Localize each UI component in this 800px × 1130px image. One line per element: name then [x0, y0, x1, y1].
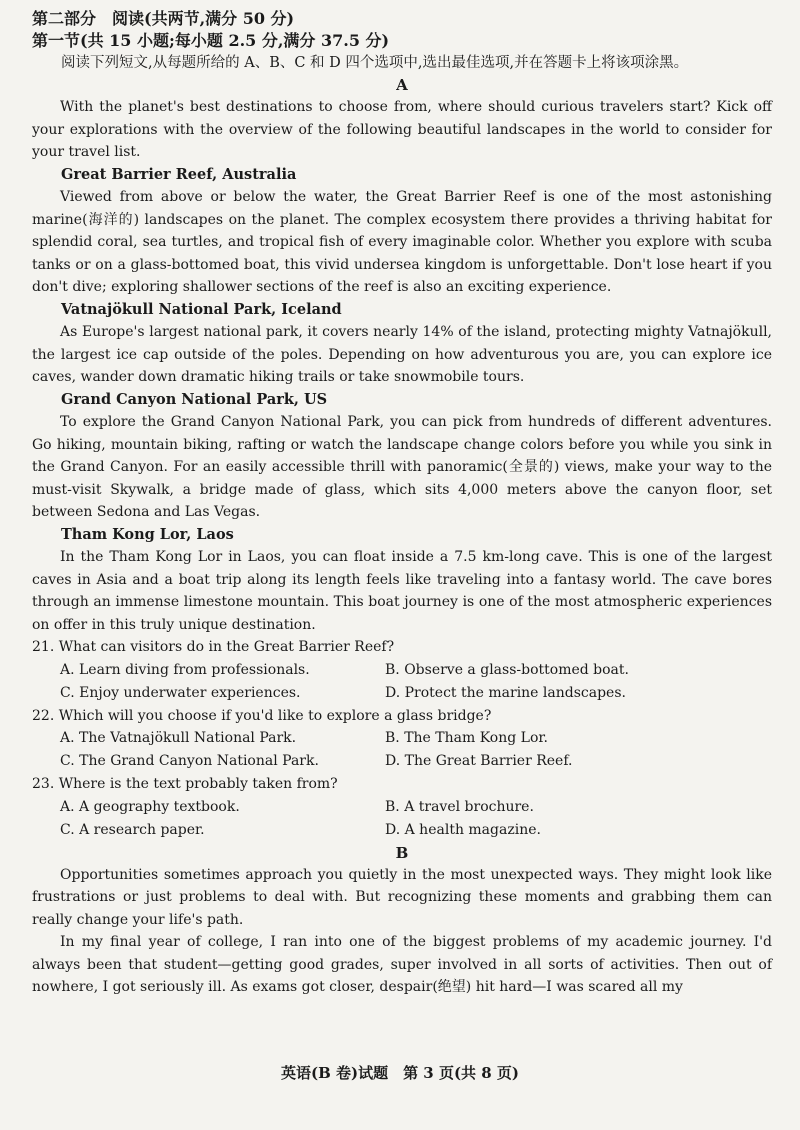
- passage-b-letter: B: [395, 843, 409, 862]
- passage-a-letter: A: [396, 76, 408, 94]
- part-header: 第二部分 阅读(共两节,满分 50 分): [32, 9, 295, 28]
- section-header: 第一节(共 15 小题;每小题 2.5 分,满分 37.5 分): [32, 31, 390, 50]
- passage-b-paragraph-2: In my final year of college, I ran into one of the biggest problems of my academic journey. I'd always been that student—getting good grades, super involved in all sorts of activities. Then out of nowhere, I got seriously ill. As exams got closer, despair(绝望) hit hard—I was scared all my: [32, 934, 772, 995]
- question-21-options: [32, 659, 772, 705]
- passage-a-intro: With the planet's best destinations to choose from, where should curious travelers start? Kick off your explorations with the overview of the following beautiful landscapes in the world to consider for your travel list.: [32, 99, 772, 160]
- q23-option-d: D. A health magazine.: [385, 821, 541, 838]
- place-text-grand-canyon: To explore the Grand Canyon National Park, you can pick from hundreds of different adventures. Go hiking, mountain biking, rafting or watch the landscape change colors before you while you sink in the Grand Canyon. For an easily accessible thrill with panoramic(全景的) views, make your way to the must-visit Skywalk, a bridge made of glass, which sits 4,000 meters above the canyon floor, set between Sedona and Las Vegas.: [32, 414, 772, 520]
- q22-option-d: D. The Great Barrier Reef.: [385, 753, 573, 769]
- place-heading-vatnajokull: Vatnajökull National Park, Iceland: [61, 300, 342, 318]
- place-heading-grand-canyon: Grand Canyon National Park, US: [61, 390, 328, 408]
- q21-option-d: D. Protect the marine landscapes.: [385, 684, 626, 701]
- passage-b-paragraph-1: Opportunities sometimes approach you quietly in the most unexpected ways. They might look like frustrations or just problems to deal with. But recognizing these moments and grabbing them can really change your life's path.: [32, 866, 772, 928]
- q23-option-b: B. A travel brochure.: [385, 798, 534, 815]
- instruction: 阅读下列短文,从每题所给的 A、B、C 和 D 四个选项中,选出最佳选项,并在答题卡上将该项涂黑。: [61, 55, 689, 71]
- place-heading-kong-lor: Tham Kong Lor, Laos: [61, 525, 234, 543]
- q21-option-c: C. Enjoy underwater experiences.: [60, 684, 301, 701]
- question-22-stem: 22. Which will you choose if you'd like to explore a glass bridge?: [32, 707, 492, 724]
- place-heading-reef: Great Barrier Reef, Australia: [61, 165, 297, 183]
- q21-option-b: B. Observe a glass-bottomed boat.: [385, 661, 629, 678]
- question-22-options: [32, 727, 772, 773]
- page-content: [32, 8, 772, 999]
- q23-option-c: C. A research paper.: [60, 821, 205, 838]
- q22-option-b: B. The Tham Kong Lor.: [385, 730, 548, 746]
- place-text-reef: Viewed from above or below the water, the Great Barrier Reef is one of the most astonishing marine(海洋的) landscapes on the planet. The complex ecosystem there provides a thriving habitat for splendid coral, sea turtles, and tropical fish of every imaginable color. Whether you explore with scuba tanks or on a glass-bottomed boat, this vivid undersea kingdom is unforgettable. Don't lose heart if you don't dive; exploring shallower sections of the reef is also an exciting experience.: [32, 189, 772, 295]
- place-text-kong-lor: In the Tham Kong Lor in Laos, you can float inside a 7.5 km-long cave. This is one of the largest caves in Asia and a boat trip along its length feels like traveling into a fantasy world. The cave bores through an immense limestone mountain. This boat journey is one of the most atmospheric experiences on offer in this truly unique destination.: [32, 549, 772, 633]
- q22-option-a: A. The Vatnajökull National Park.: [60, 730, 297, 746]
- page-footer: 英语(B 卷)试题 第 3 页(共 8 页): [280, 1064, 520, 1082]
- question-23-stem: 23. Where is the text probably taken from?: [32, 776, 338, 792]
- place-text-vatnajokull: As Europe's largest national park, it covers nearly 14% of the island, protecting mighty Vatnajökull, the largest ice cap outside of the poles. Depending on how adventurous you are, you can explore ice caves, wander down dramatic hiking trails or take snowmobile tours.: [32, 324, 772, 385]
- question-21-stem: 21. What can visitors do in the Great Barrier Reef?: [32, 639, 395, 655]
- q23-option-a: A. A geography textbook.: [60, 798, 240, 815]
- question-23-options: [32, 796, 772, 842]
- q21-option-a: A. Learn diving from professionals.: [60, 661, 310, 678]
- q22-option-c: C. The Grand Canyon National Park.: [60, 753, 319, 769]
